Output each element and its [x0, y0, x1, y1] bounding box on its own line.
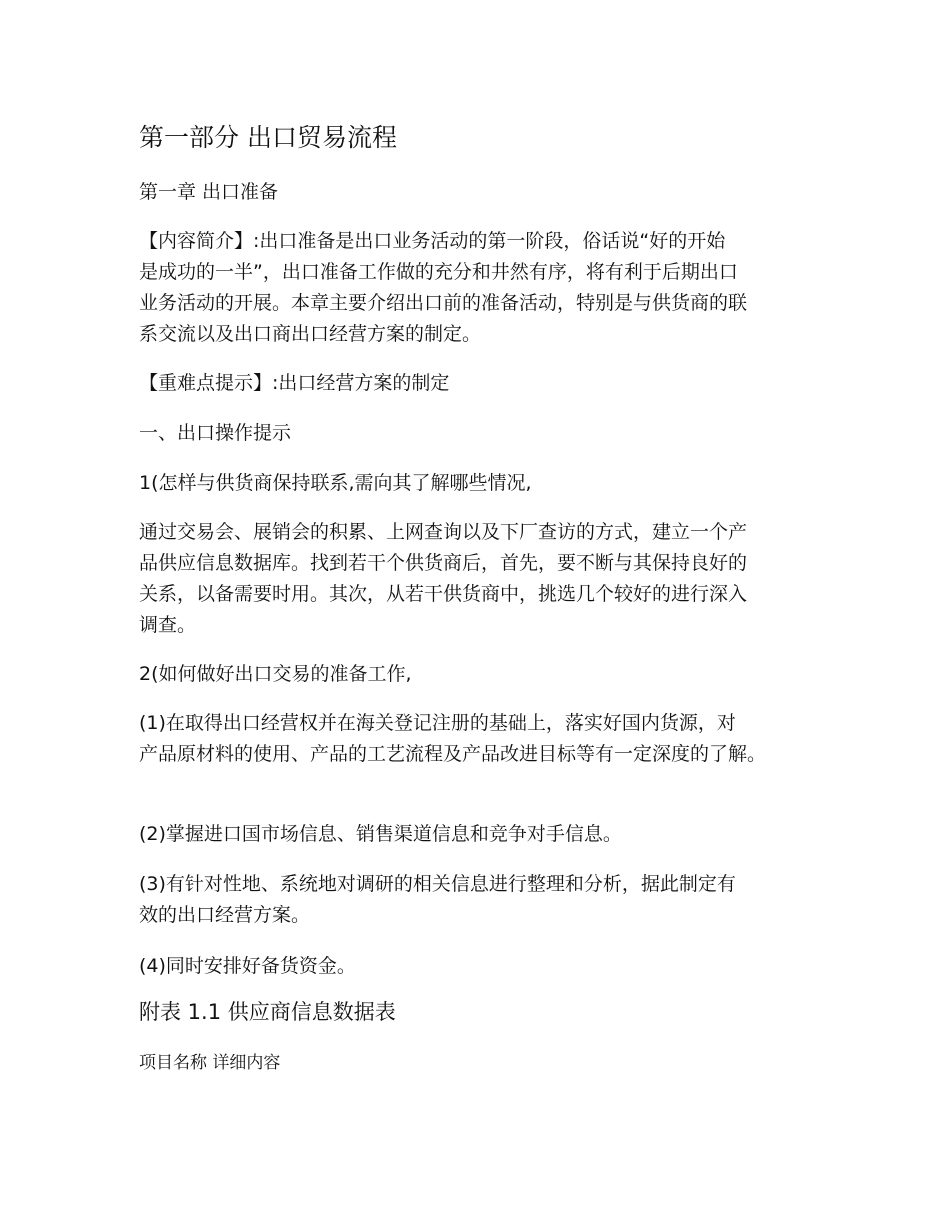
- table-header: 项目名称 详细内容: [139, 1053, 281, 1073]
- list-item-line: 效的出口经营方案。: [139, 904, 311, 926]
- list-item-line: (1)在取得出口经营权并在海关登记注册的基础上，落实好国内货源，对: [139, 712, 736, 734]
- table-title: 附表 1.1 供应商信息数据表: [139, 1000, 396, 1024]
- list-item-line: 产品原材料的使用、产品的工艺流程及产品改进目标等有一定深度的了解。: [139, 743, 767, 765]
- summary-line: 业务活动的开展。本章主要介绍出口前的准备活动，特别是与供货商的联: [139, 292, 748, 314]
- question-2: 2(如何做好出口交易的准备工作,: [139, 663, 412, 685]
- list-item-line: (3)有针对性地、系统地对调研的相关信息进行整理和分析，据此制定有: [139, 873, 736, 895]
- list-item-4: (4)同时安排好备货资金。: [139, 955, 356, 977]
- chapter-heading: 第一章 出口准备: [139, 181, 279, 203]
- section-heading: 一、出口操作提示: [139, 422, 292, 444]
- summary-line: 系交流以及出口商出口经营方案的制定。: [139, 323, 482, 345]
- list-item-1: [139, 708, 766, 770]
- answer-line: 通过交易会、展销会的积累、上网查询以及下厂查访的方式，建立一个产: [139, 521, 748, 543]
- question-1: 1(怎样与供货商保持联系,需向其了解哪些情况,: [139, 472, 532, 494]
- answer-line: 品供应信息数据库。找到若干个供货商后，首先，要不断与其保持良好的: [139, 552, 748, 574]
- content-summary: [139, 226, 747, 350]
- answer-line: 关系，以备需要时用。其次，从若干供货商中，挑选几个较好的进行深入: [139, 583, 748, 605]
- list-item-2: (2)掌握进口国市场信息、销售渠道信息和竞争对手信息。: [139, 823, 622, 845]
- document-title: 第一部分 出口贸易流程: [139, 123, 397, 152]
- answer-1: [139, 517, 747, 641]
- key-points: 【重难点提示】:出口经营方案的制定: [139, 372, 450, 394]
- answer-line: 调查。: [139, 614, 197, 636]
- list-item-3: [139, 869, 736, 931]
- summary-line: 是成功的一半”，出口准备工作做的充分和井然有序，将有利于后期出口: [139, 261, 738, 283]
- summary-line: 【内容简介】:出口准备是出口业务活动的第一阶段，俗话说“好的开始: [139, 230, 726, 252]
